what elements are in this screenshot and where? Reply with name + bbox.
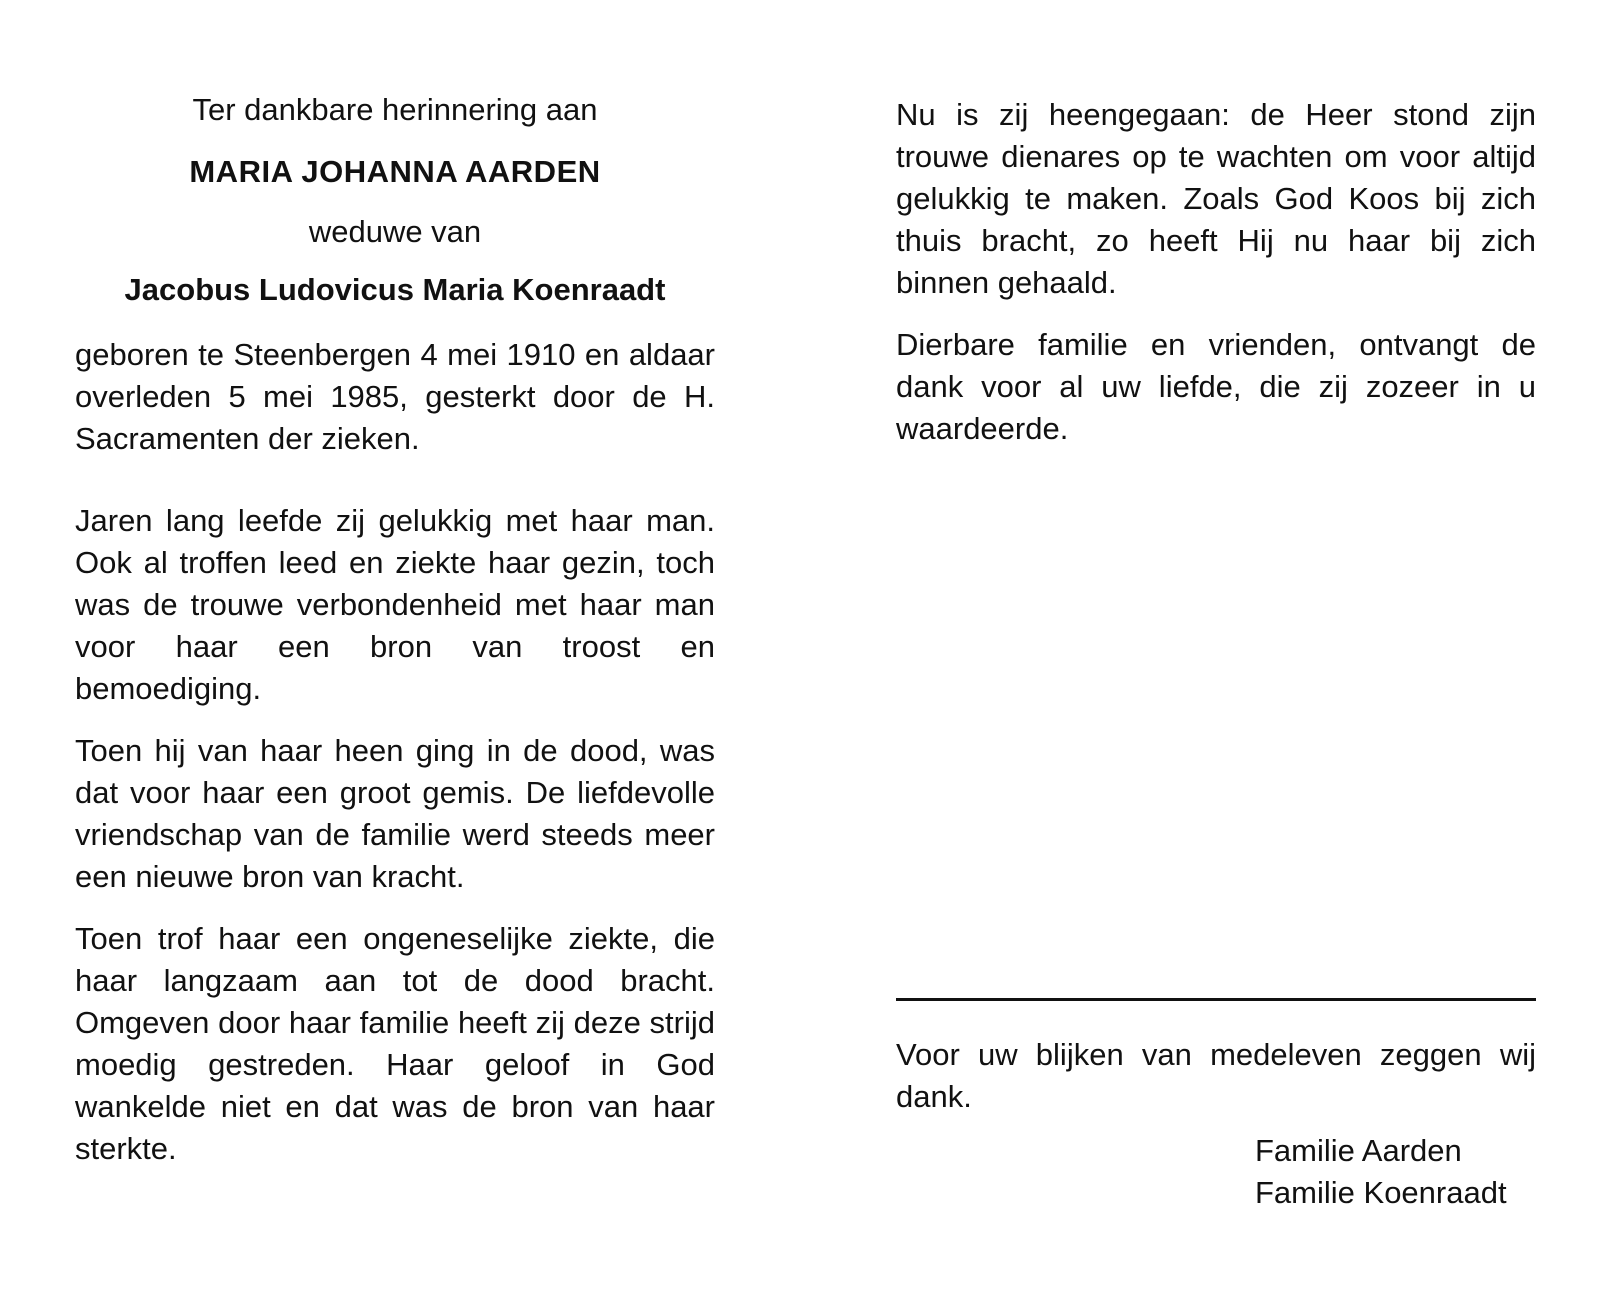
widow-of-text: weduwe van xyxy=(308,214,482,249)
thanks-text: Voor uw blijken van medeleven zeggen wij dank. xyxy=(896,1037,1536,1114)
right-column xyxy=(896,94,1536,450)
intro-text: Ter dankbare herinnering aan xyxy=(192,92,598,127)
signature-family-koenraadt: Familie Koenraadt xyxy=(1255,1175,1507,1210)
deceased-name: MARIA JOHANNA AARDEN xyxy=(189,154,601,189)
signature-family-aarden: Familie Aarden xyxy=(1255,1133,1462,1168)
marriage-paragraph: Jaren lang leefde zij gelukkig met haar man. Ook al troffen leed en ziekte haar gezin, toch was de trouwe verbondenheid met haar man voor haar een bron van troost en bemoediging. xyxy=(75,503,715,706)
birth-death-paragraph: geboren te Steenbergen 4 mei 1910 en aldaar overleden 5 mei 1985, gesterkt door de H. Sacramenten der zieken. xyxy=(75,337,715,456)
loss-paragraph: Toen hij van haar heen ging in de dood, was dat voor haar een groot gemis. De liefdevolle vriendschap van de familie werd steeds meer een nieuwe bron van kracht. xyxy=(75,733,715,894)
illness-paragraph: Toen trof haar een ongeneselijke ziekte, die haar langzaam aan tot de dood bracht. Omgeven door haar familie heeft zij deze strijd moedig gestreden. Haar geloof in God wankelde niet en dat was de bron van haar sterkte. xyxy=(75,921,715,1166)
signature-block xyxy=(1255,1130,1555,1214)
divider-line xyxy=(896,998,1536,1001)
left-column xyxy=(75,88,715,1170)
gratitude-paragraph: Dierbare familie en vrienden, ontvangt de dank voor al uw liefde, die zij zozeer in u waardeerde. xyxy=(896,327,1536,446)
spouse-name: Jacobus Ludovicus Maria Koenraadt xyxy=(124,272,666,307)
departure-paragraph: Nu is zij heengegaan: de Heer stond zijn trouwe dienares op te wachten om voor altijd gelukkig te maken. Zoals God Koos bij zich thuis bracht, zo heeft Hij nu haar bij zich binnen gehaald. xyxy=(896,97,1536,300)
thanks-block xyxy=(896,1034,1536,1118)
